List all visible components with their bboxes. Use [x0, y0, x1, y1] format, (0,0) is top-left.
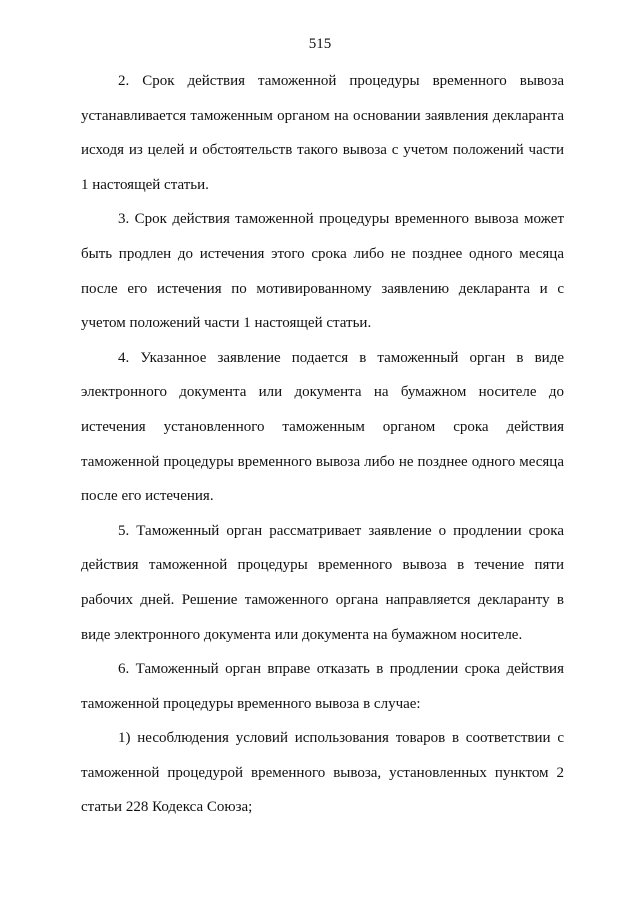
paragraph-5: 5. Таможенный орган рассматривает заявление о продлении срока действия таможенной процедуры временного вывоза в течение пяти рабочих дней. Решение таможенного органа направляется декларанту в виде электронного документа или документа на бумажном носителе. [81, 522, 564, 643]
paragraph-3: 3. Срок действия таможенной процедуры временного вывоза может быть продлен до истечения этого срока либо не позднее одного месяца после его истечения по мотивированному заявлению декларанта и с учетом положений части 1 настоящей статьи. [81, 211, 564, 332]
paragraph-4: 4. Указанное заявление подается в таможенный орган в виде электронного документа или документа на бумажном носителе до истечения установленного таможенным органом срока действия таможенной процедуры временного вывоза либо не позднее одного месяца после его истечения. [81, 349, 564, 505]
paragraph-6: 6. Таможенный орган вправе отказать в продлении срока действия таможенной процедуры временного вывоза в случае: [81, 661, 564, 712]
list-item-1: 1) несоблюдения условий использования товаров в соответствии с таможенной процедурой временного вывоза, установленных пунктом 2 статьи 228 Кодекса Союза; [81, 730, 564, 816]
paragraph-2: 2. Срок действия таможенной процедуры временного вывоза устанавливается таможенным органом на основании заявления декларанта исходя из целей и обстоятельств такого вывоза с учетом положений части 1 настоящей статьи. [81, 73, 564, 193]
document-body [81, 64, 564, 825]
page-number: 515 [308, 36, 332, 52]
